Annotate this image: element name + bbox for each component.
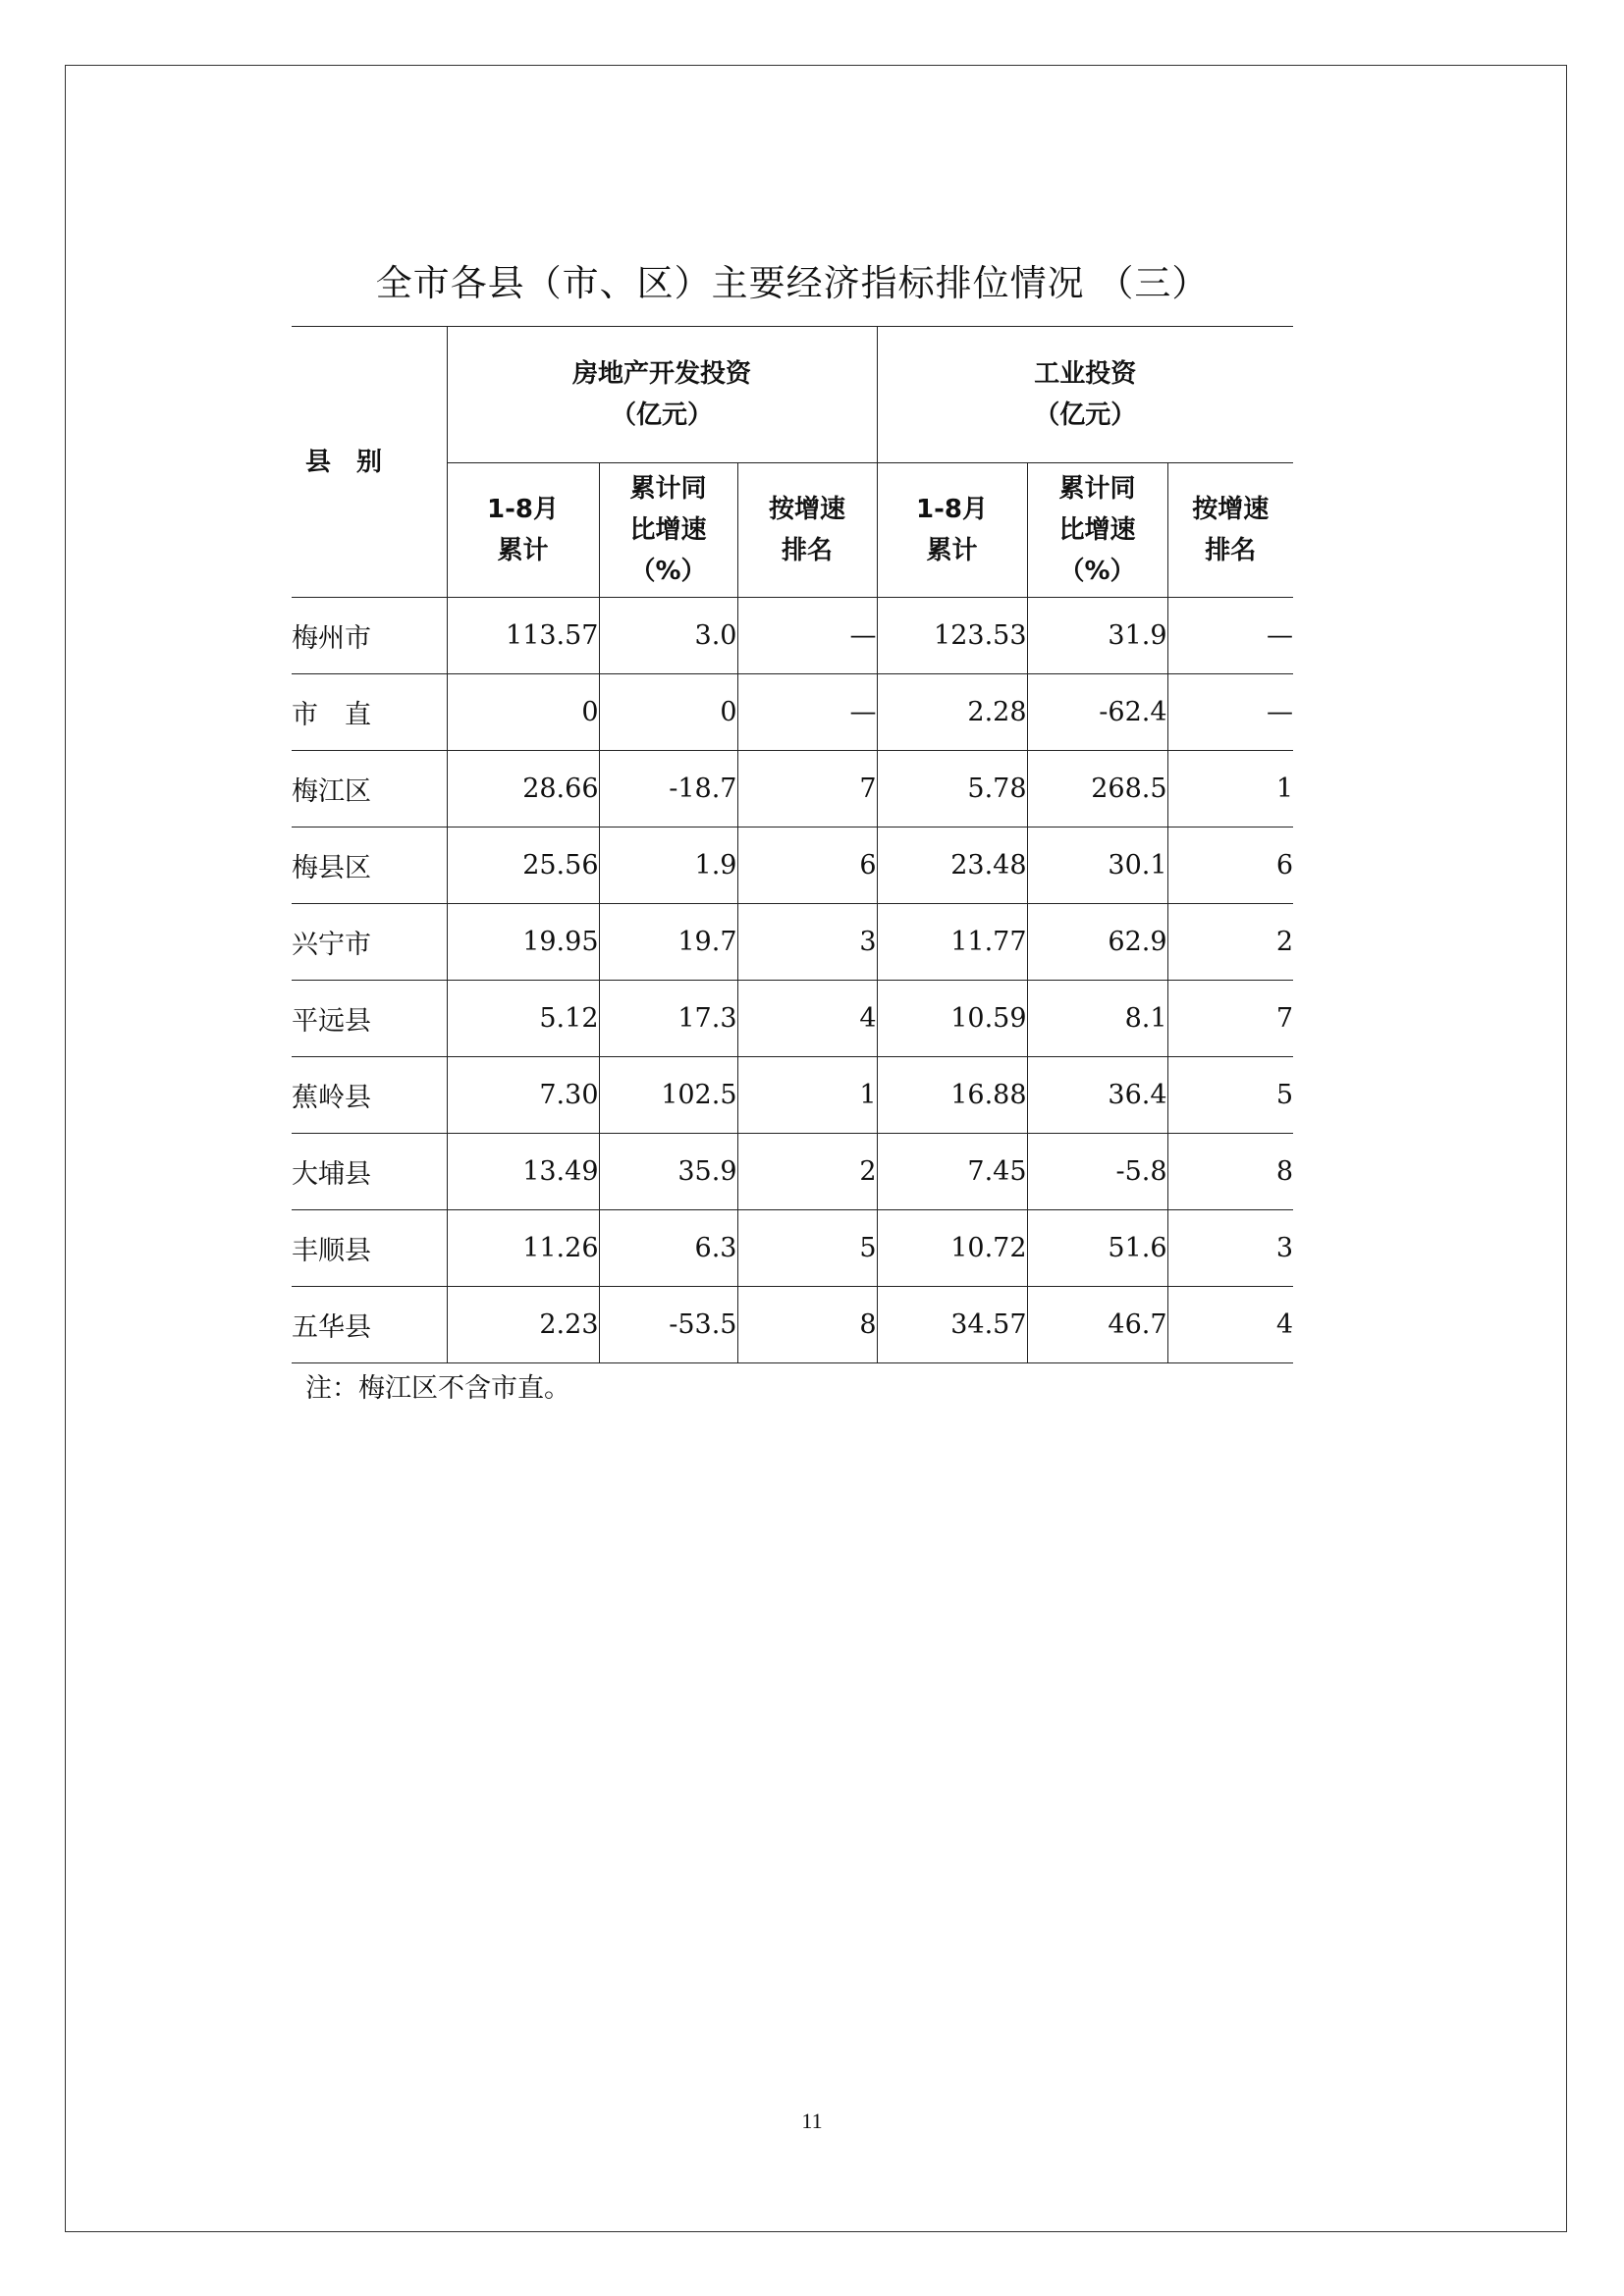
value-cell: 31.9: [1027, 598, 1167, 674]
table-row: [292, 751, 1293, 828]
value-cell: 1.9: [599, 828, 737, 904]
value-cell: 51.6: [1027, 1210, 1167, 1287]
value-cell: 3: [1167, 1210, 1293, 1287]
county-name-cell: 蕉岭县: [292, 1057, 447, 1134]
value-cell: 34.57: [877, 1287, 1027, 1363]
sub-header-line: 累计同: [1058, 474, 1136, 504]
table-row: [292, 1057, 1293, 1134]
value-cell: 113.57: [447, 598, 599, 674]
value-cell: 7: [1167, 981, 1293, 1057]
value-cell: 8.1: [1027, 981, 1167, 1057]
value-cell: 13.49: [447, 1134, 599, 1210]
value-cell: 23.48: [877, 828, 1027, 904]
table-row: [292, 598, 1293, 674]
value-cell: 5: [737, 1210, 877, 1287]
sub-header-line: （%）: [1058, 557, 1136, 586]
county-name-cell: 大埔县: [292, 1134, 447, 1210]
value-cell: 62.9: [1027, 904, 1167, 981]
value-cell: 7.45: [877, 1134, 1027, 1210]
value-cell: 10.72: [877, 1210, 1027, 1287]
value-cell: 30.1: [1027, 828, 1167, 904]
value-cell: —: [1167, 598, 1293, 674]
sub-header-line: 比增速: [1058, 515, 1136, 545]
value-cell: 3.0: [599, 598, 737, 674]
value-cell: 25.56: [447, 828, 599, 904]
sub-header-line: 累计: [497, 536, 549, 565]
value-cell: 46.7: [1027, 1287, 1167, 1363]
value-cell: 7: [737, 751, 877, 828]
county-name-cell: 五华县: [292, 1287, 447, 1363]
group-header-unit: （亿元）: [611, 400, 714, 430]
value-cell: 6: [737, 828, 877, 904]
value-cell: 5.78: [877, 751, 1027, 828]
sub-header-line: 比增速: [629, 515, 707, 545]
value-cell: 7.30: [447, 1057, 599, 1134]
sub-header-growth: [599, 463, 737, 598]
value-cell: 11.26: [447, 1210, 599, 1287]
value-cell: 2: [737, 1134, 877, 1210]
value-cell: 35.9: [599, 1134, 737, 1210]
value-cell: 10.59: [877, 981, 1027, 1057]
value-cell: 6: [1167, 828, 1293, 904]
value-cell: 3: [737, 904, 877, 981]
table-row: [292, 674, 1293, 751]
sub-header-cumulative: [877, 463, 1027, 598]
value-cell: 123.53: [877, 598, 1027, 674]
county-name-cell: 市 直: [292, 674, 447, 751]
value-cell: 4: [1167, 1287, 1293, 1363]
county-column-header: 县 别: [292, 327, 447, 598]
value-cell: —: [737, 598, 877, 674]
sub-header-rank: [1167, 463, 1293, 598]
value-cell: 11.77: [877, 904, 1027, 981]
value-cell: 4: [737, 981, 877, 1057]
page-title: 全市各县（市、区）主要经济指标排位情况 （三）: [375, 262, 1210, 304]
value-cell: -5.8: [1027, 1134, 1167, 1210]
group-header-industrial: [877, 327, 1293, 463]
value-cell: —: [1167, 674, 1293, 751]
value-cell: 16.88: [877, 1057, 1027, 1134]
value-cell: -18.7: [599, 751, 737, 828]
value-cell: 6.3: [599, 1210, 737, 1287]
county-name-cell: 梅县区: [292, 828, 447, 904]
value-cell: 28.66: [447, 751, 599, 828]
value-cell: 2: [1167, 904, 1293, 981]
value-cell: -62.4: [1027, 674, 1167, 751]
sub-header-growth: [1027, 463, 1167, 598]
value-cell: 8: [1167, 1134, 1293, 1210]
sub-header-line: 排名: [782, 536, 834, 565]
table-row: [292, 828, 1293, 904]
table-row: [292, 904, 1293, 981]
table-footnote: 注：梅江区不含市直。: [305, 1373, 570, 1404]
sub-header-cumulative: [447, 463, 599, 598]
sub-header-line: 累计同: [629, 474, 707, 504]
table-body: [292, 598, 1293, 1363]
value-cell: 0: [447, 674, 599, 751]
value-cell: 268.5: [1027, 751, 1167, 828]
table-row: [292, 1287, 1293, 1363]
value-cell: 2.28: [877, 674, 1027, 751]
sub-header-line: 排名: [1205, 536, 1257, 565]
value-cell: 5.12: [447, 981, 599, 1057]
value-cell: 1: [1167, 751, 1293, 828]
value-cell: 5: [1167, 1057, 1293, 1134]
value-cell: 0: [599, 674, 737, 751]
value-cell: 2.23: [447, 1287, 599, 1363]
sub-header-rank: [737, 463, 877, 598]
sub-header-line: 累计: [926, 536, 978, 565]
economic-indicators-table: [292, 326, 1293, 1363]
page-number: 11: [801, 2109, 823, 2133]
value-cell: 8: [737, 1287, 877, 1363]
county-name-cell: 兴宁市: [292, 904, 447, 981]
value-cell: 36.4: [1027, 1057, 1167, 1134]
sub-header-line: 1-8月: [916, 495, 988, 524]
value-cell: 17.3: [599, 981, 737, 1057]
sub-header-line: （%）: [629, 557, 707, 586]
county-name-cell: 梅州市: [292, 598, 447, 674]
county-name-cell: 梅江区: [292, 751, 447, 828]
table-row: [292, 981, 1293, 1057]
value-cell: -53.5: [599, 1287, 737, 1363]
table-row: [292, 1134, 1293, 1210]
sub-header-line: 按增速: [769, 495, 846, 524]
table-row: [292, 1210, 1293, 1287]
group-header-name: 工业投资: [1034, 359, 1137, 389]
group-header-real-estate: [447, 327, 877, 463]
value-cell: 19.95: [447, 904, 599, 981]
county-name-cell: 平远县: [292, 981, 447, 1057]
group-header-name: 房地产开发投资: [572, 359, 752, 389]
group-header-unit: （亿元）: [1034, 400, 1137, 430]
value-cell: 19.7: [599, 904, 737, 981]
value-cell: —: [737, 674, 877, 751]
sub-header-line: 1-8月: [487, 495, 559, 524]
value-cell: 102.5: [599, 1057, 737, 1134]
value-cell: 1: [737, 1057, 877, 1134]
county-name-cell: 丰顺县: [292, 1210, 447, 1287]
sub-header-line: 按增速: [1192, 495, 1270, 524]
